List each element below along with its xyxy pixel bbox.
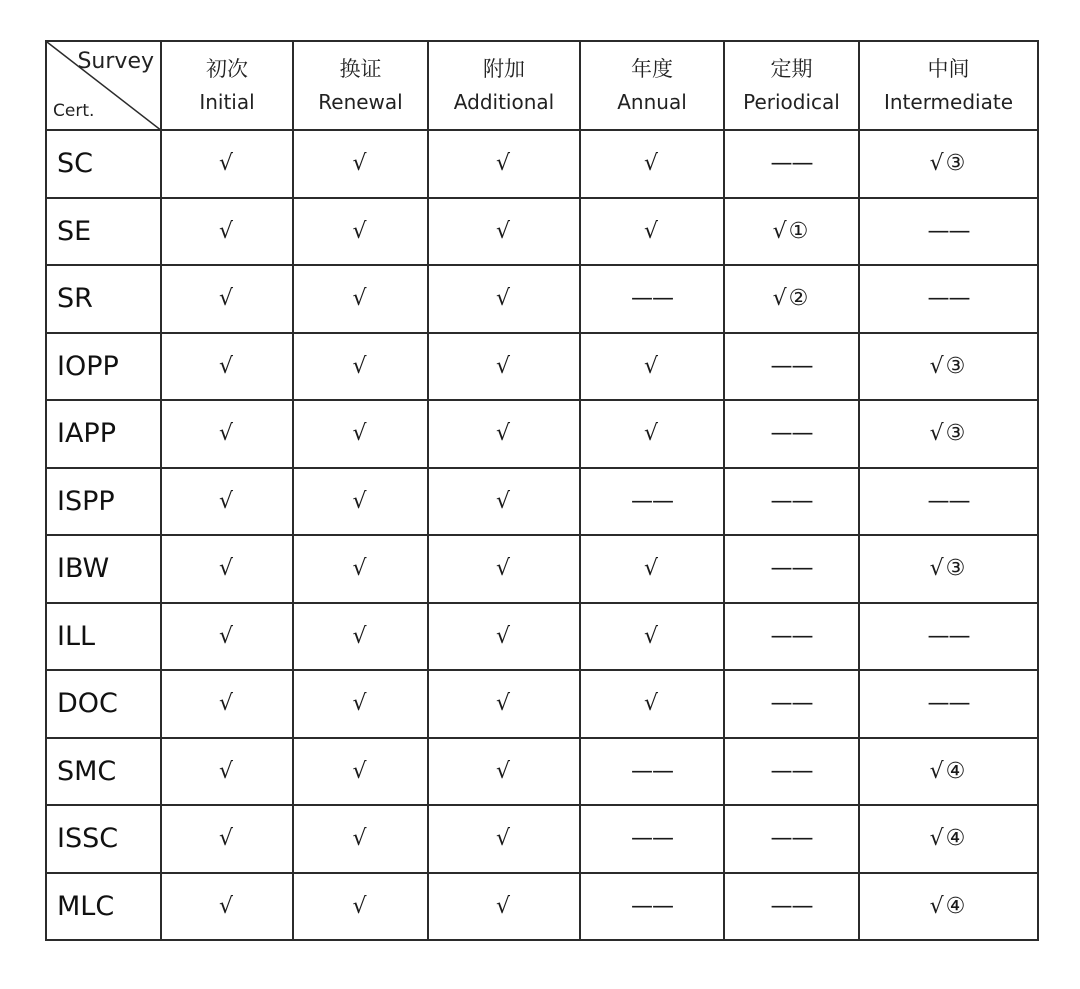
survey-value-cell [293,535,428,603]
survey-value-cell [161,535,293,603]
survey-value-cell [859,130,1038,198]
check-mark: √ [352,758,369,784]
survey-value-cell [580,873,724,941]
survey-certificate-table [45,40,1039,941]
check-mark: √ [352,893,369,919]
check-mark: √ [495,758,513,784]
survey-value-cell [428,198,580,266]
survey-value-cell [428,468,580,536]
survey-value-cell [161,873,293,941]
survey-value-cell [859,198,1038,266]
not-applicable-mark: —— [770,691,813,717]
column-header-en: Initial [199,90,255,115]
survey-value-cell [580,400,724,468]
check-mark: √ [218,353,236,379]
column-header-en: Additional [453,90,555,115]
check-mark: √ [643,691,661,717]
table-row [46,130,1038,198]
survey-value-cell [428,603,580,671]
table-row [46,738,1038,806]
survey-value-cell [580,603,724,671]
table-row [46,265,1038,333]
survey-value-cell [724,738,859,806]
not-applicable-mark: —— [770,151,813,177]
not-applicable-mark: —— [631,286,673,312]
survey-value-cell [428,535,580,603]
survey-value-cell [580,670,724,738]
survey-value-cell [161,333,293,401]
not-applicable-mark: —— [770,353,813,379]
survey-value-cell [859,468,1038,536]
table-row [46,468,1038,536]
check-mark: √ [352,826,369,852]
not-applicable-mark: —— [770,826,813,852]
check-mark: √ [352,691,369,717]
certificate-name-cell: DOC [46,670,161,738]
column-header-cn: 定期 [770,56,813,81]
not-applicable-mark: —— [770,758,813,784]
table-row [46,400,1038,468]
column-header-annual [580,41,724,130]
check-mark: √ [352,286,369,312]
not-applicable-mark: —— [770,556,813,582]
check-mark: √① [772,218,811,244]
survey-value-cell [293,468,428,536]
survey-value-cell [161,670,293,738]
check-mark: √ [495,893,513,919]
column-header-en: Periodical [743,90,840,115]
survey-value-cell [161,738,293,806]
check-mark: √③ [929,421,968,447]
check-mark: √ [352,623,369,649]
column-header-en: Annual [617,90,687,115]
check-mark: √ [495,691,513,717]
survey-value-cell [859,400,1038,468]
not-applicable-mark: —— [631,826,673,852]
check-mark: √ [643,421,661,447]
table-row [46,805,1038,873]
column-header-renewal [293,41,428,130]
survey-value-cell [293,333,428,401]
check-mark: √ [352,151,369,177]
not-applicable-mark: —— [927,488,970,514]
certificate-name-cell: ISPP [46,468,161,536]
certificate-name-cell: IOPP [46,333,161,401]
survey-value-cell [428,670,580,738]
check-mark: √ [495,286,513,312]
check-mark: √ [218,826,236,852]
check-mark: √ [352,353,369,379]
survey-value-cell [724,265,859,333]
survey-value-cell [580,130,724,198]
column-header-cn: 年度 [631,56,673,81]
check-mark: √ [218,893,236,919]
check-mark: √ [352,556,369,582]
check-mark: √ [218,218,236,244]
check-mark: √ [495,556,513,582]
column-header-cn: 换证 [339,56,382,81]
not-applicable-mark: —— [770,893,813,919]
certificate-name-cell: SC [46,130,161,198]
check-mark: √ [218,151,236,177]
column-header-en: Renewal [318,90,403,115]
certificate-name-cell: MLC [46,873,161,941]
survey-value-cell [580,805,724,873]
check-mark: √ [218,758,236,784]
survey-value-cell [428,805,580,873]
check-mark: √ [218,488,236,514]
survey-value-cell [428,400,580,468]
survey-value-cell [859,805,1038,873]
column-header-cn: 附加 [483,56,525,81]
survey-value-cell [724,198,859,266]
check-mark: √ [218,421,236,447]
certificate-name-cell: SMC [46,738,161,806]
survey-value-cell [580,468,724,536]
table-row [46,873,1038,941]
check-mark: √ [495,218,513,244]
check-mark: √ [495,421,513,447]
survey-value-cell [580,333,724,401]
check-mark: √④ [929,893,968,919]
check-mark: √ [352,421,369,447]
not-applicable-mark: —— [927,691,970,717]
survey-value-cell [161,198,293,266]
table-row [46,333,1038,401]
check-mark: √ [495,353,513,379]
table-row [46,198,1038,266]
survey-value-cell [724,805,859,873]
column-header-cn: 中间 [927,56,970,81]
survey-value-cell [161,468,293,536]
table-body [46,130,1038,940]
column-header-cn: 初次 [206,56,248,81]
survey-value-cell [161,603,293,671]
survey-value-cell [293,805,428,873]
check-mark: √ [218,556,236,582]
survey-value-cell [293,265,428,333]
survey-value-cell [724,535,859,603]
survey-value-cell [724,130,859,198]
not-applicable-mark: —— [770,488,813,514]
survey-value-cell [293,400,428,468]
column-header-intermediate [859,41,1038,130]
survey-value-cell [724,468,859,536]
not-applicable-mark: —— [631,758,673,784]
certificate-name-cell: ISSC [46,805,161,873]
survey-value-cell [859,333,1038,401]
check-mark: √ [218,286,236,312]
corner-cert-label: Cert. [53,100,95,121]
survey-value-cell [293,738,428,806]
certificate-name-cell: ILL [46,603,161,671]
corner-header-cell [46,41,161,130]
check-mark: √ [495,488,513,514]
column-header-additional [428,41,580,130]
table-row [46,535,1038,603]
survey-value-cell [859,738,1038,806]
column-header-periodical [724,41,859,130]
certificate-name-cell: SR [46,265,161,333]
survey-value-cell [293,198,428,266]
survey-value-cell [580,198,724,266]
certificate-name-cell: IAPP [46,400,161,468]
survey-value-cell [580,265,724,333]
check-mark: √ [643,218,661,244]
check-mark: √④ [929,758,968,784]
survey-value-cell [859,873,1038,941]
survey-value-cell [161,805,293,873]
check-mark: √ [495,623,513,649]
survey-value-cell [428,873,580,941]
corner-survey-label: Survey [77,49,154,74]
column-header-initial [161,41,293,130]
survey-value-cell [293,603,428,671]
not-applicable-mark: —— [631,488,673,514]
not-applicable-mark: —— [927,218,970,244]
header-row [46,41,1038,130]
check-mark: √ [352,488,369,514]
survey-value-cell [293,130,428,198]
check-mark: √ [643,556,661,582]
survey-value-cell [859,670,1038,738]
check-mark: √ [218,691,236,717]
survey-value-cell [859,265,1038,333]
table-row [46,603,1038,671]
survey-value-cell [724,400,859,468]
survey-value-cell [724,603,859,671]
survey-value-cell [724,873,859,941]
survey-value-cell [428,333,580,401]
check-mark: √③ [929,556,968,582]
certificate-name-cell: SE [46,198,161,266]
table-row [46,670,1038,738]
check-mark: √ [352,218,369,244]
check-mark: √③ [929,151,968,177]
survey-value-cell [293,873,428,941]
check-mark: √② [772,286,811,312]
not-applicable-mark: —— [770,623,813,649]
survey-value-cell [724,333,859,401]
survey-value-cell [161,130,293,198]
certificate-name-cell: IBW [46,535,161,603]
survey-value-cell [580,535,724,603]
check-mark: √ [218,623,236,649]
survey-value-cell [724,670,859,738]
survey-value-cell [428,130,580,198]
not-applicable-mark: —— [927,623,970,649]
survey-value-cell [859,535,1038,603]
check-mark: √ [643,353,661,379]
survey-value-cell [859,603,1038,671]
survey-value-cell [428,265,580,333]
check-mark: √ [643,151,661,177]
check-mark: √ [495,151,513,177]
check-mark: √④ [929,826,968,852]
survey-value-cell [293,670,428,738]
survey-value-cell [428,738,580,806]
check-mark: √ [495,826,513,852]
check-mark: √ [643,623,661,649]
survey-value-cell [161,265,293,333]
not-applicable-mark: —— [770,421,813,447]
column-header-en: Intermediate [883,90,1014,115]
not-applicable-mark: —— [927,286,970,312]
survey-value-cell [580,738,724,806]
not-applicable-mark: —— [631,893,673,919]
check-mark: √③ [929,353,968,379]
survey-value-cell [161,400,293,468]
